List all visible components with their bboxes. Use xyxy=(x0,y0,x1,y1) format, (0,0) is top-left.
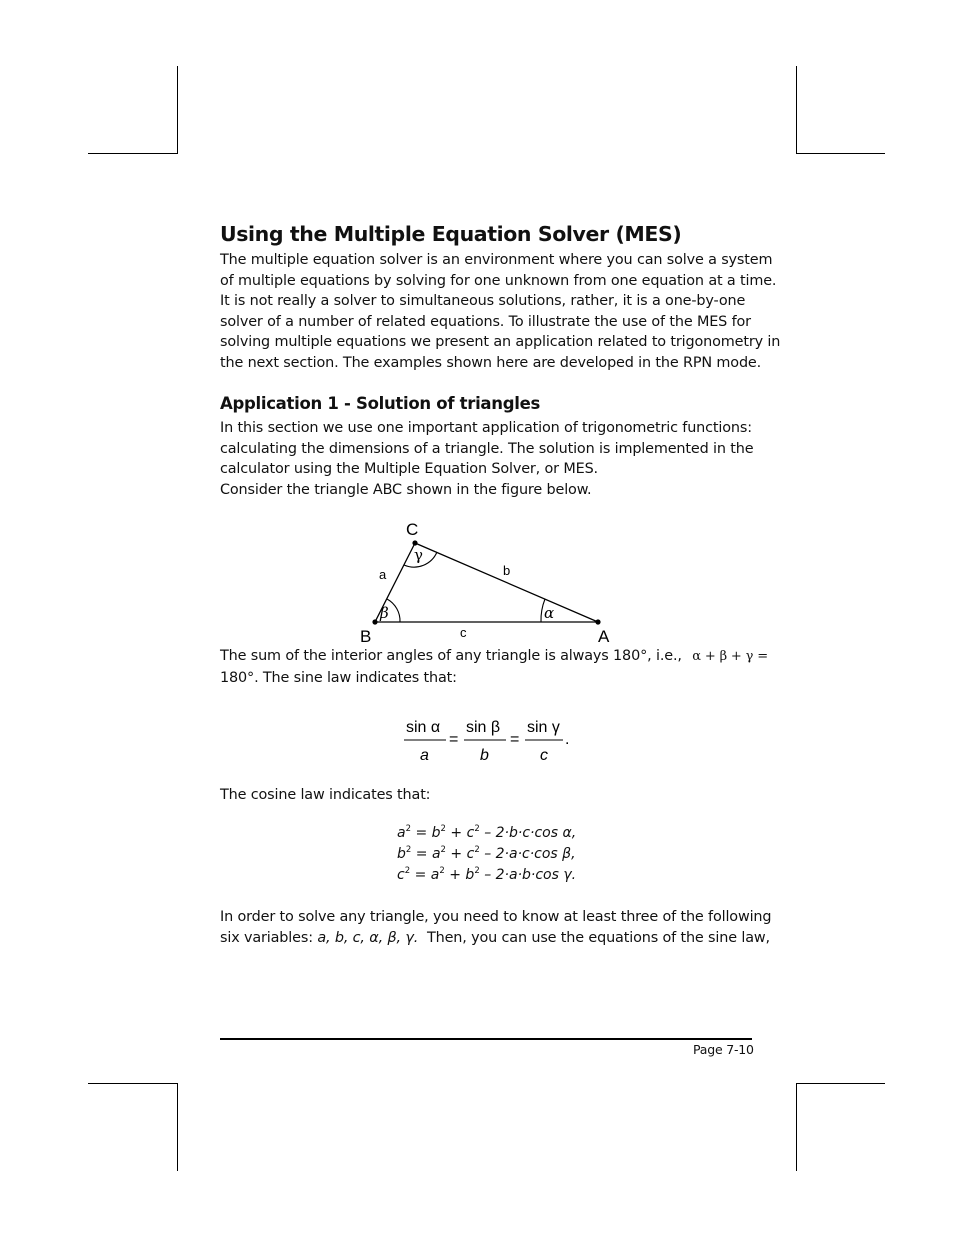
crop-mark xyxy=(177,66,178,154)
crop-mark xyxy=(177,1083,178,1171)
sine-numerator-alpha: sin α xyxy=(406,719,441,736)
exponent: 2 xyxy=(405,845,412,855)
application-paragraph xyxy=(220,418,760,500)
var-b: b xyxy=(397,846,406,862)
intro-paragraph xyxy=(220,250,781,374)
text-line: It is not really a solver to simultaneous solutions, rather, it is a one-by-one xyxy=(220,293,746,310)
text-line: calculating the dimensions of a triangle. The solution is implemented in the xyxy=(220,440,754,457)
var-c: c xyxy=(397,867,405,883)
period: . xyxy=(565,731,570,748)
exponent: 2 xyxy=(440,824,446,834)
angle-sum-expression: α + β + γ = xyxy=(692,649,768,664)
crop-mark xyxy=(796,1083,797,1171)
text-line xyxy=(220,646,768,668)
equals-sign: = xyxy=(510,731,520,748)
cosine-intro xyxy=(220,785,760,806)
var-b: b xyxy=(465,867,475,883)
exponent: 2 xyxy=(474,845,480,855)
var-c: c xyxy=(466,825,475,841)
var-a: a xyxy=(431,846,441,862)
crop-mark xyxy=(796,66,797,154)
vertex-dot-c xyxy=(412,540,417,545)
side-label-c: c xyxy=(460,625,467,640)
text-line xyxy=(220,928,770,949)
final-paragraph xyxy=(220,907,772,948)
text-line: The cosine law indicates that: xyxy=(220,787,431,803)
triangle-outline xyxy=(375,543,598,622)
plus-sign: + xyxy=(450,825,463,841)
crop-mark xyxy=(796,1083,885,1084)
equals-sign: = xyxy=(414,867,427,883)
plus-sign: + xyxy=(450,846,463,862)
cosine-law-line-2 xyxy=(397,846,576,862)
sine-numerator-beta: sin β xyxy=(466,719,501,736)
vertex-label-a: A xyxy=(598,627,610,646)
text-fragment: six variables: xyxy=(220,929,318,946)
text-fragment: Then, you can use the equations of the sine law, xyxy=(418,929,770,946)
side-label-b: b xyxy=(503,563,511,578)
exponent: 2 xyxy=(405,824,412,834)
cosine-term: – 2·b·c·cos α, xyxy=(484,825,577,841)
text-line: of multiple equations by solving for one unknown from one equation at a time. xyxy=(220,272,777,289)
cosine-law-line-1 xyxy=(397,825,576,841)
vertex-label-b: B xyxy=(360,627,372,646)
side-label-a: a xyxy=(379,567,387,582)
text-line: solver of a number of related equations. To illustrate the use of the MES for xyxy=(220,313,751,330)
exponent: 2 xyxy=(439,866,445,876)
text-line: In order to solve any triangle, you need to know at least three of the following xyxy=(220,909,772,925)
equals-sign: = xyxy=(449,731,459,748)
sine-denominator-a: a xyxy=(420,747,429,764)
text-line: Consider the triangle ABC shown in the figure below. xyxy=(220,481,592,498)
crop-mark xyxy=(88,153,177,154)
text-line: 180°. The sine law indicates that: xyxy=(220,669,457,686)
page-number: Page 7-10 xyxy=(693,1042,754,1057)
text-line: calculator using the Multiple Equation Solver, or MES. xyxy=(220,461,598,478)
text-line: The multiple equation solver is an environment where you can solve a system xyxy=(220,252,773,268)
exponent: 2 xyxy=(404,866,411,876)
cosine-law-line-3 xyxy=(397,867,576,883)
variable-list: a, b, c, α, β, γ. xyxy=(317,929,419,946)
sine-denominator-c: c xyxy=(540,747,548,764)
var-a: a xyxy=(397,825,406,841)
cosine-term: – 2·a·b·cos γ. xyxy=(484,867,577,883)
text-line: In this section we use one important application of trigonometric functions: xyxy=(220,420,752,436)
equals-sign: = xyxy=(415,846,428,862)
angle-arc-beta xyxy=(387,599,400,622)
angle-label-alpha: α xyxy=(544,604,555,622)
triangle-figure xyxy=(350,515,630,650)
var-c: c xyxy=(466,846,475,862)
cosine-term: – 2·a·c·cos β, xyxy=(484,846,576,862)
crop-mark xyxy=(88,1083,177,1084)
angle-label-beta: β xyxy=(380,604,389,622)
vertex-dot-a xyxy=(595,619,600,624)
crop-mark xyxy=(796,153,885,154)
footer-rule xyxy=(220,1038,752,1040)
exponent: 2 xyxy=(474,866,480,876)
text-line: solving multiple equations we present an application related to trigonometry in xyxy=(220,334,781,351)
exponent: 2 xyxy=(474,824,480,834)
text-line: the next section. The examples shown here are developed in the RPN mode. xyxy=(220,354,762,371)
var-b: b xyxy=(431,825,441,841)
sine-numerator-gamma: sin γ xyxy=(527,719,560,736)
vertex-label-c: C xyxy=(406,520,419,539)
var-a: a xyxy=(430,867,440,883)
section-heading: Using the Multiple Equation Solver (MES) xyxy=(220,222,682,246)
exponent: 2 xyxy=(440,845,446,855)
angle-sum-paragraph xyxy=(220,646,768,688)
sine-law-equation xyxy=(400,712,585,770)
angle-sum-text: The sum of the interior angles of any triangle is always 180°, i.e., xyxy=(220,648,682,664)
vertex-dot-b xyxy=(372,619,377,624)
equals-sign: = xyxy=(415,825,428,841)
sine-denominator-b: b xyxy=(480,747,489,764)
plus-sign: + xyxy=(449,867,461,883)
angle-label-gamma: γ xyxy=(414,546,423,564)
subsection-heading: Application 1 - Solution of triangles xyxy=(220,394,540,413)
